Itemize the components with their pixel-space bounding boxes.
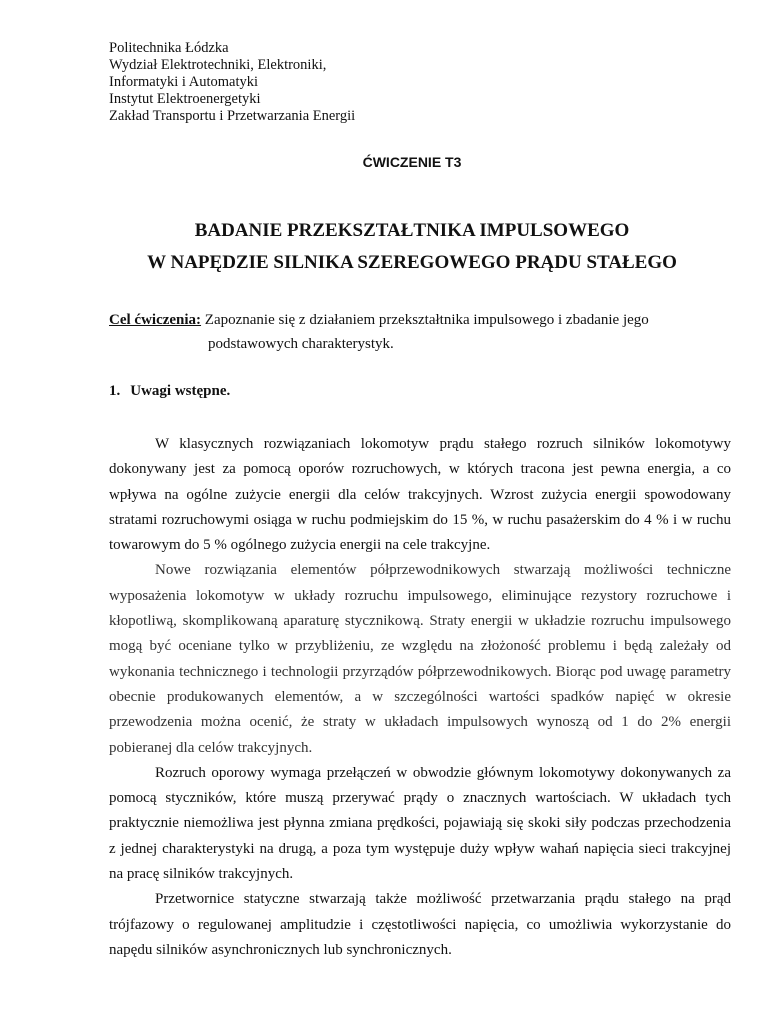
title-line-2: W NAPĘDZIE SILNIKA SZEREGOWEGO PRĄDU STAŁEGO — [147, 252, 677, 273]
title-line-1: BADANIE PRZEKSZTAŁTNIKA IMPULSOWEGO — [194, 220, 630, 241]
paragraph: Nowe rozwiązania elementów półprzewodnikowych stwarzają możliwości techniczne wyposażenia lokomotyw w układy rozruchu impulsowego, eliminujące rezystory rozruchowe i kłopotliwą, skomplikowaną aparaturę stycznikową. Straty energii w układzie rozruchu impulsowego mogą być oceniane tylko w przybliżeniu, ze względu na złożoność problemu i będą zależały od wykonania technicznego i technologii przyrządów półprzewodnikowych. Biorąc pod uwagę parametry obecnie produkowanych elementów, a w szczególności wartości spadków napięć w okresie przewodzenia można ocenić, że straty w układach impulsowych wynoszą od 1 do 2% energii pobieranej dla celów trakcyjnych. — [109, 562, 731, 756]
section-title: Uwagi wstępne. — [130, 383, 231, 399]
goal-text-line-1: Zapoznanie się z działaniem przekształtnika impulsowego i zbadanie jego — [204, 312, 649, 328]
header-faculty: Wydział Elektrotechniki, Elektroniki, — [109, 57, 327, 73]
section-heading — [109, 383, 230, 400]
header-department: Zakład Transportu i Przetwarzania Energii — [109, 108, 356, 124]
paragraph: W klasycznych rozwiązaniach lokomotyw prądu stałego rozruch silników lokomotywy dokonywany jest za pomocą oporów rozruchowych, w których tracona jest pewna energia, a co wpływa na ogólne zużycie energii dla celów trakcyjnych. Wzrost zużycia energii spowodowany stratami rozruchowymi osiąga w ruchu podmiejskim do 15 %, w ruchu pasażerskim do 4 % i w ruchu towarowym do 5 % ogólnego zużycia energii na cele trakcyjne. — [109, 436, 731, 554]
section-body — [109, 432, 731, 963]
document-title — [0, 215, 768, 279]
institution-header — [109, 40, 355, 125]
goal-label: Cel ćwiczenia: — [109, 312, 202, 328]
header-university: Politechnika Łódzka — [109, 40, 229, 56]
paragraph: Przetwornice statyczne stwarzają także możliwość przetwarzania prądu stałego na prąd trójfazowy o regulowanej amplitudzie i częstotliwości napięcia, co umożliwia wykorzystanie do napędu silników asynchronicznych lub synchronicznych. — [109, 891, 731, 958]
exercise-label-text: ĆWICZENIE T3 — [362, 154, 462, 170]
goal-text-line-2: podstawowych charakterystyk. — [208, 336, 394, 352]
header-institute: Instytut Elektroenergetyki — [109, 91, 261, 107]
paragraph: Rozruch oporowy wymaga przełączeń w obwodzie głównym lokomotywy dokonywanych za pomocą styczników, które muszą przerywać prądy o znacznych wartościach. W układach tych praktycznie niemożliwa jest płynna zmiana prędkości, pojawiają się skoki siły podczas przechodzenia z jednej charakterystyki na drugą, a poza tym występuje duży wpływ wahań napięcia sieci trakcyjnej na pracę silników trakcyjnych. — [109, 764, 731, 883]
exercise-goal — [109, 308, 729, 356]
section-number: 1. — [109, 383, 121, 399]
exercise-label — [0, 154, 768, 170]
header-faculty-cont: Informatyki i Automatyki — [109, 74, 259, 90]
